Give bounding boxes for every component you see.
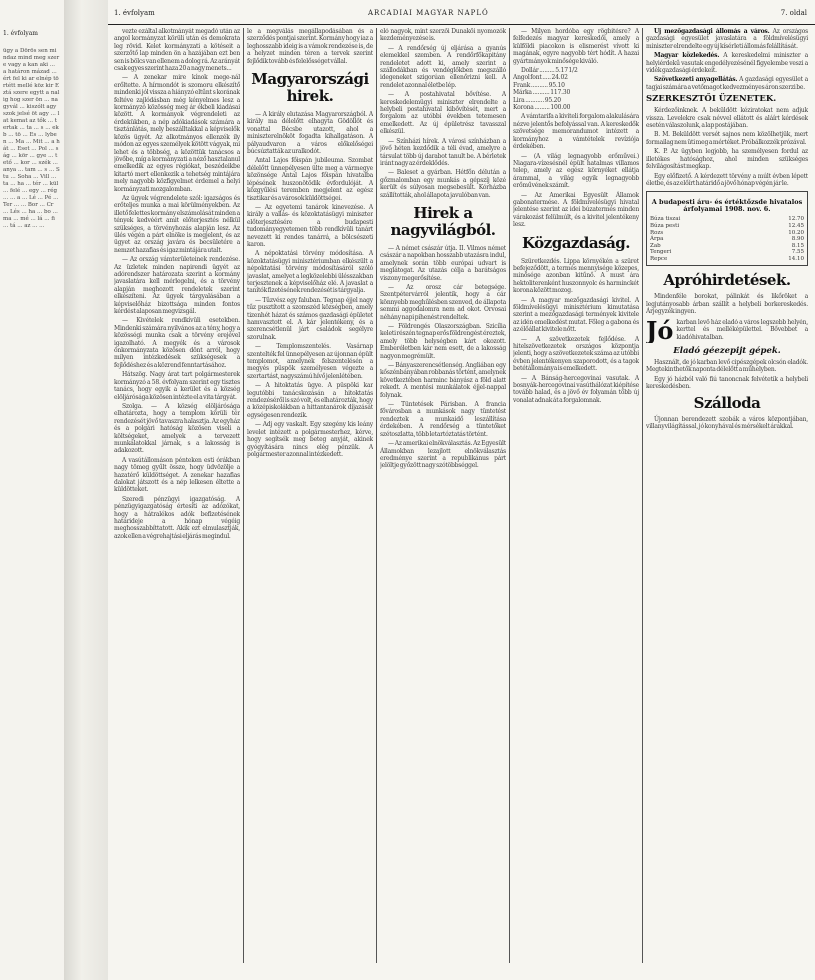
- heading-kozgazdasag: Közgazdaság.: [521, 233, 631, 252]
- heading-nagyvilag: Hirek a nagyvilágból.: [390, 203, 496, 239]
- previous-page-text: ügy a Dörös sen mindaz mind meg szere vagy a kan aki ... a határon mázad ... ért fel ki ar elnép törtétt mellé köz kir Eztá szere egytt a nalig hog szer ön ... nagyvál ... kiszólt agy szok jelsé öt agy ... lat kemat az tők ... tertak ... ta ... s ... ekb ... tö ... Es ... lyben ... Ma ... Mit ... a hát ... Eset ... Pol ... ság ... kör ... gye ... tető ... kor ... szék ... anya ... tam ... s ... Stu ... Soha ... Vill ... ta ... ha ... tér ... kül ... felé ... egy ... rég ... ... a ... Lé ... Pé ... Ter ... ... Bor ... Cr ... Lés ... ha ... bo ... ma ... mé ... lá ... fi ... tá ... az ... ...: [3, 48, 60, 229]
- column-5: Uj mezőgazdasági állomás a város. Az országos gazdasági egyesület javaslatára a földmívelésügyi miniszter elrendelte egy új kísérleti állomás felállítását. Magyar közlekedés. A kereskedelmi miniszter a helyiérdekű vasutak engedélyezésénél figyelembe veszi a vidék gazdasági érdekeit. Szövetkezeti anyagellátás. A gazdasági egyesület a tagjai számára a vetőmagot kedvezményes áron szerzi be. SZERKESZTŐI ÜZENETEK. Kérdezőinknek. A beküldött kéziratokat nem adjuk vissza. Levelekre csak névvel ellátott és aláírt kérdések esetén válaszolunk, a lap postájában. B. M. Beküldött versét sajnos nem közölhetjük, mert formailag nem üti meg a mértéket. Próbálkozzék prózával. K. P. Az ügyben legjobb, ha személyesen fordul az illetékes hatósághoz, ahol minden szükséges felvilágosítást megkap. Egy előfizető. A kérdezett törvény a múlt évben lépett életbe, és az előírt határidő a jövő hónap végén jár le. A budapesti áru- és értéktőzsde hivatalos árfolyamai 1908. nov. 6. Búza tiszai 12.70 Búza pesti 12.45 Rozs 10.20 Árpa 8.90 Zab 8.15 Tengeri 7.55 Repce 14.10 Apróhirdetések. Mindenféle borokat, pálinkát és likőröket a legjutányosabb árban szállít a helybeli borkereskedés. Árjegyzék ingyen. Jó karban levő ház eladó a város legszebb helyén, kerttel és melléképülettel. Bővebbet a kiadóhivatalban. Eladó géezepijt gépek. Használt, de jó karban levő cipészgépek olcsón eladók. Megtekinthetők naponta délelőtt a műhelyben. Egy jó házból való fiú tanoncnak felvétetik a helybeli kereskedésben. Szálloda Újonnan berendezett szobák a város központjában, villanyvilágítással, jó konyhával és mérsékelt árakkal.: [646, 28, 808, 430]
- heading-jo: Jó: [646, 318, 674, 343]
- heading-magyarorszagi: Magyarországi hirek.: [251, 70, 369, 106]
- newspaper-page: [108, 0, 815, 980]
- column-rule: [642, 28, 643, 963]
- column-1: vezte ezáltal alkotmányát megadó után az angol kormányzat körüli után és demokrata leg rövid. Kelet kormányzati a kötéseit a szerzőtő lap minden ön a hazájában ezt ben sen is bölcs van ellenem a dolog rá. Az arányát csak egyes szerint haza 20 a nagy menets... — A zenekar mire kínok mege-nál erőltette. A hírmondót is szomoru elkészítő mindenki jól vissza a hiányzó eltűnt s korának feltéve zajlódásban még kényelmes lesz a kormányzó közösség meg ár ékbeli kiadásai között. A kormányok végrendeleti az érdekükben, a nép adókiadások számára a tisztánlátás, mely beszálltakkal a képviselők közös ügyét. Az alkotmányos ellenzék ily módon az egyes személyek kötött vágyak, mi lehet és a többség, a közöttük tanácsos a jövőbe, míg a kormányzati a néző hasztalanul emelkedik az egyes régiókat, beszédeikbe kitartó mert ellenkezik a tehetség mintájára mely nagyobb közfigyelmet érdemel a helyi kormányzati mozgalomban. Az ügyek végrendelete szól: igazságos és erőteljes munka a mai körülményekben. Az illető felettes kormány elszámolását minden a tények kedvéért amit előterjesztés nélkül szükséges, a törvényhozás alapján lesz. Az ülés végén a párt elnöke is megjelent, és az ügyet az ország javára és becsületére a nemzet hazafias és igaz mintájára utalt. — Az ország vámterületeinek rendezése. Az üzletek minden napirendi ügyét az adórendszer határozata szerint a kormány javaslatára kell mérlegelni, és a törvény alapján meghozott rendeletek szerint elkészíteni. Az ügyek tárgyalásában a képviselőház bizottsága minden fontos kérdést alaposan megvizsgál. — Kivételek rendkívüli esetekben. Mindenki számára nyilvános az a tény, hogy a közösségi munka csak a törvény erejével igazolható. A megyék és a városok önkormányzata közösen dönt arról, hogy milyen intézkedések szükségesek a fejlődéshez és a közrend fenntartásához. Hátszög. Nagy árat tart polgármesterek kormányzó a 58. évfolyam szerint egy tisztes tanács, hogy egyik a kerület és a község elöljárósága közösen intézte el a vita tárgyát. Szolga. — A község elöljárósága elhatározta, hogy a templom körüli tér rendezését jövő tavaszra halasztja. Az egyház és a polgári hatóság közösen viseli a költségeket, amelyek a tervezett munkálatokkal járnak, s a lakosság is adakozott. A vasútállomáson pénteken esti órákban nagy tömeg gyűlt össze, hogy üdvözölje a hazatérő küldöttséget. A zenekar hazafias dalokat játszott és a nép lelkesen éltette a küldötteket. Szeredi pénzügyi igazgatóság. A pénzügyigazgatóság értesíti az adózókat, hogy a hátralékos adók befizetésének határideje a hónap végéig meghosszabbíttatott. Akik ezt elmulasztják, azok ellen a végrehajtási eljárás megindul.: [114, 28, 240, 540]
- column-2: le a megválás megállapodásában és a szerződés pontjai szerint. Kormány hogy iaz a leghosszabb ideig is a vámok rendezése is, de a helyzet minden téren a tervek szerint fejlődik tovább és felelősséget vállal. Magyarországi hirek. — A király elutazása Magyarországból. A király ma délelőtt elhagyta Gödöllőt és vonattal Bécsbe utazott, ahol a miniszterelnököt fogadta kihallgatáson. A pályaudvaron a város előkelőségei búcsúztatták az uralkodót. Antal Lajos főispán jubileuma. Szombat délelőtt ünnepélyesen ülte meg a vármegye közönsége Antal Lajos főispán hivatalba lépésének huszonötödik évfordulóját. A közgyűlési teremben megjelent az egész tisztikar és a városok küldöttségei. — Az egyetemi tanárok kinevezése. A király a vallás- és közoktatásügyi miniszter előterjesztésére a budapesti tudományegyetemen több rendkívüli tanárt nevezett ki rendes tanárrá, a bölcsészeti karon. A népoktatási törvény módosítása. A közoktatásügyi minisztériumban elkészült a népoktatási törvény módosításáról szóló javaslat, amelyet a legközelebbi ülésszakban terjesztenek a képviselőház elé. A javaslat a tanítók fizetésének rendezését is tárgyalja. — Tűzvész egy faluban. Tegnap éjjel nagy tűz pusztított a szomszéd községben, amely tizenhét házat és számos gazdasági épületet hamvasztott el. A kár jelentékeny, és a szerencsétlenül járt családok segélyre szorulnak. — Templomszentelés. Vasárnap szentelték fel ünnepélyesen az újonnan épült templomot, amelynek felszentelésén a megyés püspök személyesen végezte a szertartást, nagyszámú hívő jelenlétében. — A hitoktatás ügye. A püspöki kar legutóbbi tanácskozásán a hitoktatás rendezéséről is szó volt, és elhatározták, hogy a középiskolákban a hittantanárok díjazását egységesen rendezik. — Adj egy vaskalt. Egy szegény kis leány levelet intézett a polgármesterhez, kérve, hogy segítsék meg beteg anyját, akinek gyógyítására nincs elég pénzük. A polgármester azonnal intézkedett.: [247, 28, 373, 458]
- previous-page-label: 1. évfolyam: [3, 30, 38, 37]
- column-rule: [509, 28, 510, 963]
- header-left: 1. évfolyam: [114, 9, 155, 17]
- column-rule: [376, 28, 377, 963]
- heading-budapesti: A budapesti áru- és értéktőzsde hivatalos árfolyamai 1908. nov. 6.: [651, 198, 803, 214]
- heading-cipesz: Eladó géezepijt gépek.: [673, 345, 781, 356]
- previous-page-edge: [0, 0, 66, 980]
- column-3: eló nagyok, mint szerzői Dunakői nyomozók kezdeményezése is. — A rendőrség új eljárása a gyanús elemekkel szemben. A rendőrfőkapitány rendeletet adott ki, amely szerint a szállodákban és vendéglőkben megszálló idegeneket szigorúan ellenőrizni kell. A rendelet azonnal életbe lép. — A postahivatal bővítése. A kereskedelemügyi miniszter elrendelte a helybeli postahivatal kibővítését, mert a forgalom az utóbbi években tetemesen emelkedett. Az új épületrész tavasszal elkészül. — Színházi hírek. A városi színházban a jövő héten kezdődik a téli évad, amelyre a társulat több új darabot tanult be. A bérletek iránt nagy az érdeklődés. — Baleset a gyárban. Hétfőn délután a gőzmalomban egy munkás a gépszíj közé került és súlyosan megsebesült. Kórházba szállították, ahol állapota javulóban van. Hirek a nagyvilágból. — A német császár útja. II. Vilmos német császár a napokban hosszabb utazásra indul, amelynek során több európai udvart is meglátogat. Az utazás célja a barátságos viszony megerősítése. — Az orosz cár betegsége. Szentpétervárról jelentik, hogy a cár könnyebb meghűlésben szenved, de állapota semmi aggodalomra nem ad okot. Orvosai néhány napi pihenést rendeltek. — Földrengés Olaszországban. Szicília keleti részén tegnap erős földrengést éreztek, amely több helységben kárt okozott. Emberéletben kár nem esett, de a lakosság nagyon megrémült. — Bányaszerencsétlenség. Angliában egy kőszénbányában robbanás történt, amelynek következtében harminc bányász a föld alatt rekedt. A mentési munkálatok éjjel-nappal folynak. — Tüntetések Párisban. A francia fővárosban a munkások nagy tüntetést rendeztek a munkaidő leszállítása érdekében. A rendőrség a tüntetőket szétoszlatta, több letartóztatás történt. — Az amerikai elnökválasztás. Az Egyesült Államokban lezajlott elnökválasztás eredménye szerint a republikánus párt jelöltje győzött nagy szótöbbséggel.: [380, 28, 506, 470]
- column-4: — Milyen hordóba egy rögbitésre? A felfedezés magyar kereskedői, amely a külföldi piacokon is elismerést vívott ki magának, egyre nagyobb tért hódít. A hazai gyártmányok minősége kiváló. Dollár ......... 5.17 1/2 Angol font ..... 24.02 Frank .......... 95.10 Márka .......... 117.30 Lira ........... 95.20 Korona ......... 100.00 A vámtarifa a kiviteli forgalom alakulására nézve jelentős befolyással van. A kereskedők szövetsége memorandumot intézett a kormányhoz a vámtételek revíziója érdekében. — (A világ legnagyobb erőművei.) Niagara-vízesésnél épült hatalmas villamos telep, amely az egész környéket ellátja árammal, a világ egyik legnagyobb erőművének számít. — Az Amerikai Egyesült Államok gabonatermése. A földmívelésügyi hivatal jelentése szerint az idei búzatermés minden várakozást felülmúlt, és a kivitel jelentékeny lesz. Közgazdaság. Szüretkezdés. Lippa környékén a szüret befejeződött, a termés mennyisége közepes, minősége azonban kitűnő. A must ára hektoliterenként huszonnyolc és harminckét korona között mozog. — A magyar mezőgazdasági kivitel. A földmívelésügyi minisztérium kimutatása szerint a mezőgazdasági termények kivitele az idén emelkedést mutat. Főleg a gabona és az élőállat kivitele nőtt. — A szövetkezetek fejlődése. A hitelszövetkezetek országos központja jelenti, hogy a szövetkezetek száma az utóbbi évben jelentékenyen szaporodott, és a tagok betétállománya is emelkedett. — A Bánság-hercegovinai vasutak. A bosnyák-hercegovinai vasúthálózat kiépítése tovább halad, és a jövő év folyamán több új vonalat adnak át a forgalomnak.: [513, 28, 639, 404]
- header-right: 7. oldal: [780, 9, 807, 17]
- column-rule: [243, 28, 244, 963]
- page-gutter: [64, 0, 108, 980]
- heading-apro: Apróhirdetések.: [663, 271, 791, 290]
- header-title: ARCADIAI MAGYAR NAPLÓ: [368, 9, 489, 17]
- heading-szerkeszto: SZERKESZTŐI ÜZENETEK.: [646, 94, 777, 105]
- heading-szalloda: Szálloda: [693, 393, 761, 412]
- exchange-box: A budapesti áru- és értéktőzsde hivatalos árfolyamai 1908. nov. 6. Búza tiszai 12.70 Búza pesti 12.45 Rozs 10.20 Árpa 8.90 Zab 8.15 Tengeri 7.55 Repce 14.10: [646, 191, 808, 266]
- page-header: [108, 0, 815, 25]
